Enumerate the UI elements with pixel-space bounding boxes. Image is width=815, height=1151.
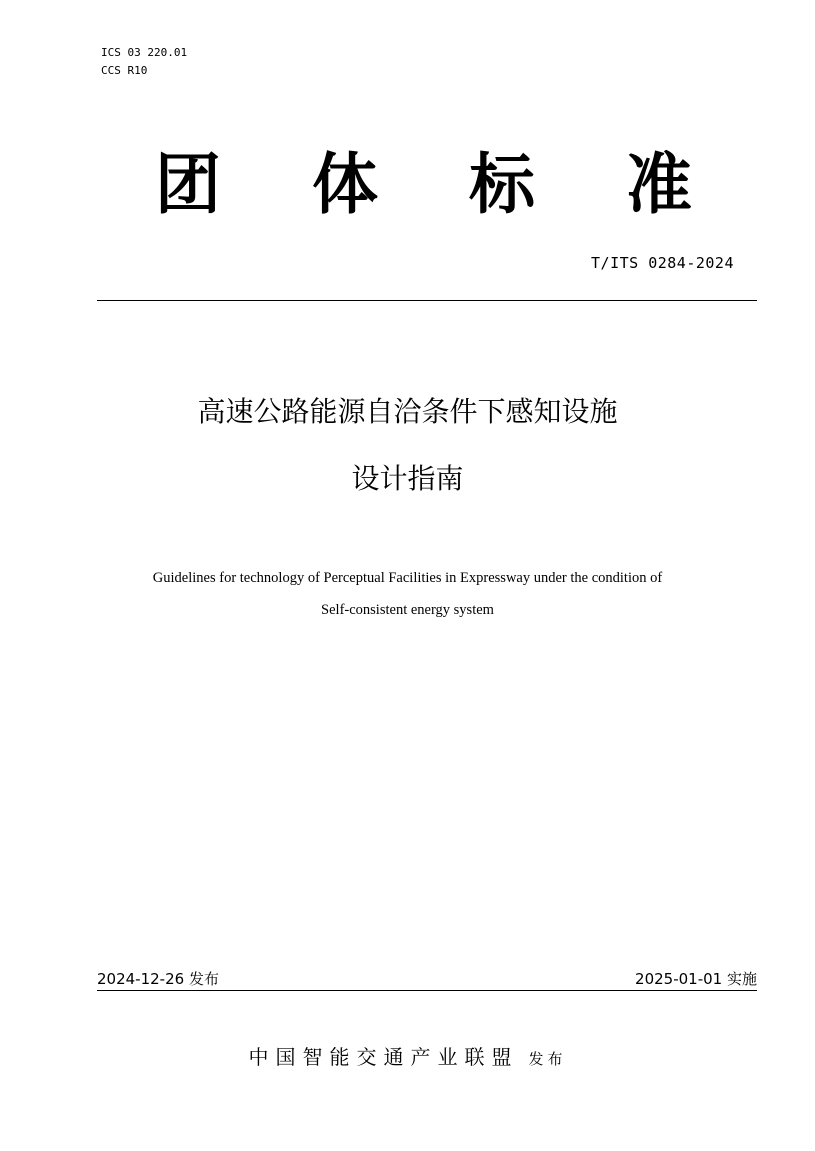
title-char-3: 标 [469, 146, 535, 223]
title-char-2: 体 [312, 146, 378, 223]
top-divider [97, 300, 757, 301]
publisher-line [0, 1041, 815, 1070]
publisher-name: 中国智能交通产业联盟 [248, 1045, 519, 1069]
classification-codes [101, 44, 187, 80]
english-title-line-2: Self-consistent energy system [321, 602, 494, 618]
bottom-divider [97, 990, 757, 991]
implementation-date: 2025-01-01 实施 [635, 970, 757, 988]
standard-number: T/ITS 0284-2024 [591, 254, 734, 272]
title-char-4: 准 [626, 146, 692, 223]
ccs-code: CCS R10 [101, 64, 148, 77]
title-char-1: 团 [155, 146, 221, 223]
ics-code: ICS 03 220.01 [101, 46, 188, 59]
standard-type-title [0, 140, 815, 230]
publish-suffix: 发布 [528, 1050, 567, 1068]
english-title-line-1: Guidelines for technology of Perceptual Facilities in Expressway under the condition of [152, 570, 663, 586]
chinese-title-line-2: 设计指南 [351, 462, 464, 495]
chinese-title-line-1: 高速公路能源自洽条件下感知设施 [197, 395, 618, 428]
date-row [97, 966, 757, 990]
issue-date: 2024-12-26 发布 [97, 970, 219, 988]
